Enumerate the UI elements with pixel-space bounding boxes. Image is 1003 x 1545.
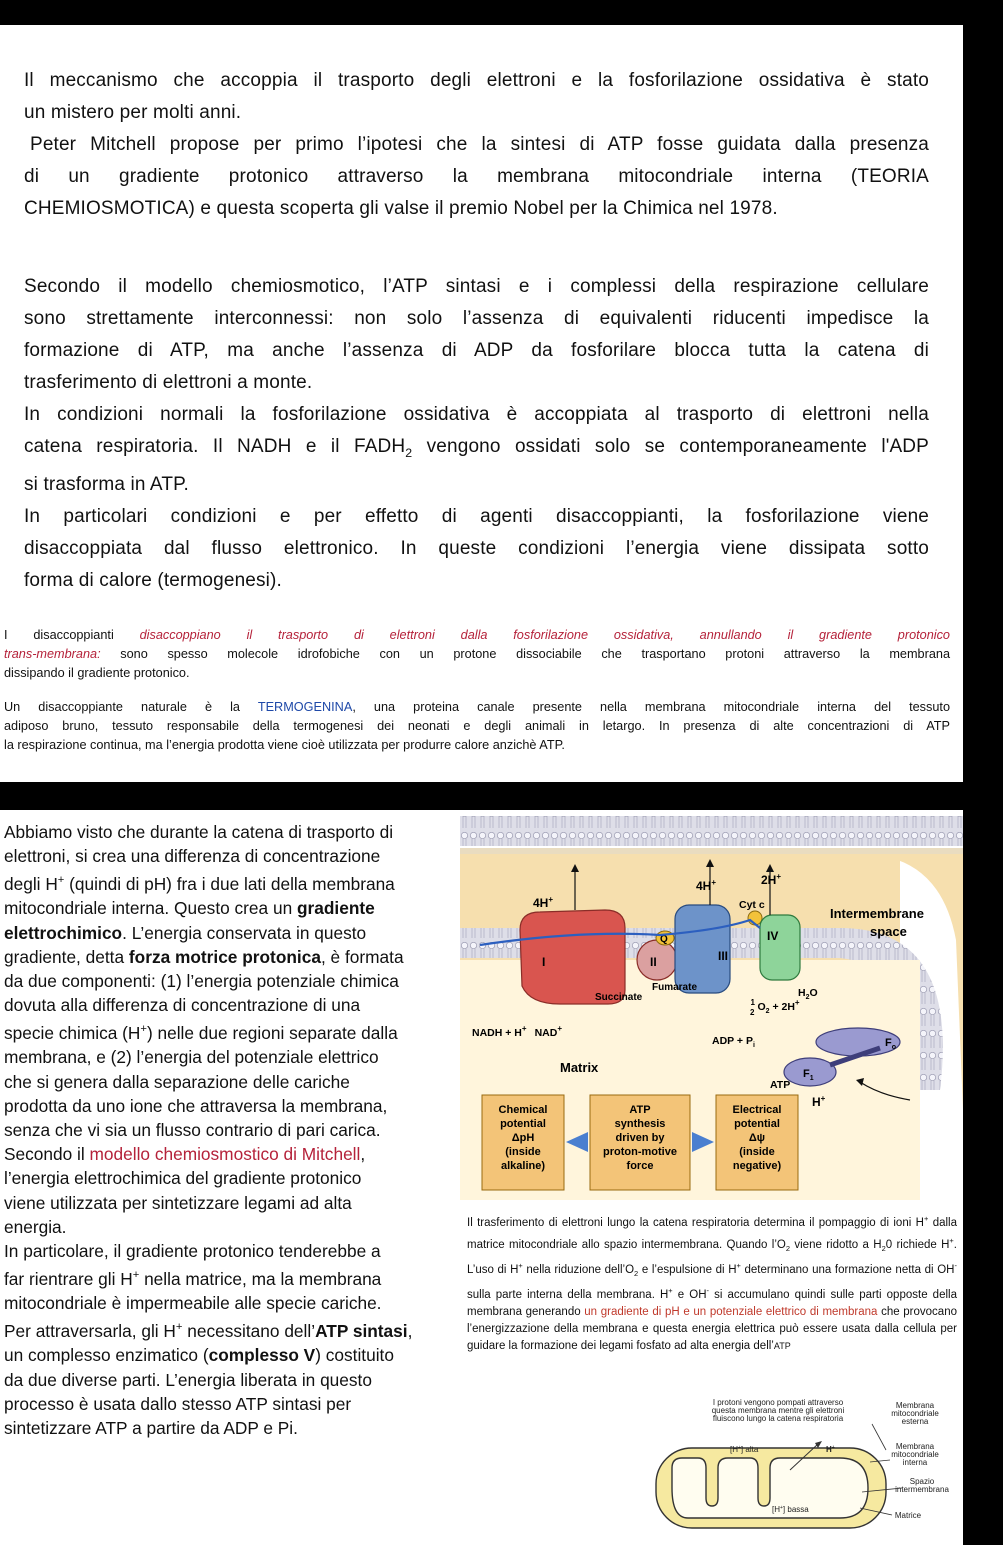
para4-sub: 2 — [405, 445, 413, 460]
left-l23: da due diverse parti. L’energia liberata in questo — [4, 1369, 372, 1390]
mini-ext3: esterna — [901, 1417, 929, 1426]
box1-l5: alkaline) — [500, 1160, 546, 1172]
complex-i-shape — [520, 910, 625, 1004]
rt-p2sub: 2 — [785, 1243, 791, 1253]
left-l9sup: + — [140, 1023, 147, 1036]
left-l3b: (quindi di pH) fra i due lati della membrana — [64, 874, 395, 895]
succinate-label: Succinate — [595, 992, 643, 1003]
para3-line2: sono strettamente interconnessi: non solo l’assenza di equivalenti riducenti impedisce la — [24, 308, 929, 329]
nadh-label: NADH + H+ NAD+ — [472, 1024, 562, 1039]
mini-spazio1: Spazio — [909, 1477, 935, 1486]
left-l5 — [4, 921, 446, 945]
rt-p2i: e OH — [672, 1288, 707, 1301]
therm-text-b: , una proteina canale presente nella membrana mitocondriale interna del tessuto — [352, 700, 950, 714]
left-l5a: elettrochimico — [4, 922, 123, 943]
rt-p2g: determinano una formazione netta di OH — [740, 1263, 955, 1276]
box1-l2: potential — [500, 1118, 546, 1130]
left-l22a: un complesso enzimatico ( — [4, 1345, 209, 1366]
f1-label: $F_1$ — [803, 1068, 814, 1082]
etc-diagram — [460, 810, 963, 1200]
left-l9a: specie chimica (H — [4, 1023, 141, 1044]
left-l3a: degli H — [4, 874, 58, 895]
left-l21a: Per attraversarla, gli H — [4, 1321, 176, 1342]
uncouplers-red2: trans-membrana: — [4, 647, 101, 661]
left-l3sup: + — [57, 874, 65, 887]
mini-int3: interna — [902, 1458, 928, 1467]
mini-alta: [H+] alta — [730, 1445, 759, 1454]
rt-p2d: . L’uso di H — [467, 1238, 957, 1276]
o2-label: $^1$ 2 $O_2 + 2H^+$ — [750, 998, 800, 1017]
rt-p2e: nella riduzione dell’O — [522, 1263, 635, 1276]
box2-l3: driven by — [615, 1132, 665, 1144]
mini-ext1: Membrana — [895, 1401, 935, 1410]
uncouplers-line3: dissipando il gradiente protonico. — [4, 666, 190, 680]
fumarate-label: Fumarate — [652, 982, 698, 993]
left-l7: da due componenti: (1) l’energia potenziale chimica — [4, 970, 399, 991]
rt-p2k: che provocano l’energizzazione della membrana e questa energia elettrica può essere usata dalla cellula per guidare la formazione dei legami fosfato ad alta energia dell’ — [467, 1305, 957, 1352]
therm-line3: la respirazione continua, ma l’energia prodotta viene cioè utilizzata per produrre calore anzichè ATP. — [4, 738, 565, 752]
left-l19a: far rientrare gli H — [4, 1268, 133, 1289]
mini-int1: Membrana — [895, 1442, 935, 1451]
h4-left: 4H+ — [533, 895, 554, 910]
cytc-label: Cyt c — [739, 899, 765, 911]
atp-diagram-label: ATP — [770, 1079, 791, 1091]
left-l12: prodotta da uno ione che attraversa la membrana, — [4, 1095, 388, 1116]
box2-l4: proton-motive — [603, 1146, 677, 1158]
mini-int2: mitocondriale — [891, 1450, 939, 1459]
matrix-label: Matrix — [560, 1060, 599, 1075]
left-l9 — [4, 1017, 446, 1045]
rt-p2l: ATP — [773, 1340, 791, 1351]
para4-line3: si trasforma in ATP. — [24, 473, 189, 495]
rt-p2b: viene ridotto a H — [790, 1238, 882, 1251]
mini-cap1: I protoni vengono pompati attraverso — [712, 1398, 844, 1407]
therm-line2: adiposo bruno, tessuto responsabile della termogenesi dei neonati e degli animali in letargo. In presenza di alte concentrazioni di ATP — [4, 719, 950, 733]
left-l22 — [4, 1343, 446, 1367]
para4-text-a: catena respiratoria. Il NADH e il FADH — [24, 436, 406, 457]
mini-cap2: questa membrana mentre gli elettroni — [711, 1406, 845, 1415]
box3-l1: Electrical — [732, 1104, 782, 1116]
rt-p2sub3: 2 — [634, 1269, 639, 1279]
left-l21c: ATP sintasi — [315, 1321, 408, 1342]
para1-line1: Il meccanismo che accoppia il trasporto degli elettroni e la fosforilazione ossidativa è stato — [24, 70, 929, 91]
left-l1: Abbiamo visto che durante la catena di trasporto di — [4, 822, 394, 842]
complex-i-label: I — [542, 955, 546, 969]
left-l21b: necessitano dell’ — [182, 1321, 316, 1342]
box1-l3: ΔpH — [511, 1132, 535, 1144]
mini-bassa: [H+] bassa — [772, 1505, 809, 1514]
box3-l2: potential — [734, 1118, 780, 1130]
left-l15: l’energia elettrochimica del gradiente protonico — [4, 1168, 362, 1189]
mini-matrice: Matrice — [894, 1511, 922, 1520]
thermogenin-note — [4, 698, 950, 755]
space-label: space — [870, 924, 907, 939]
left-l14 — [4, 1142, 446, 1166]
rt-p2h: sulla parte interna della membrana. H — [467, 1288, 669, 1301]
h4-mid: 4H+ — [696, 878, 717, 893]
left-l10: membrana, e (2) l’energia del potenziale elettrico — [4, 1047, 379, 1068]
therm-text-a: Un disaccoppiante naturale è la — [4, 700, 258, 714]
rt-p2sup6: - — [706, 1286, 710, 1296]
para4-line1: In condizioni normali la fosforilazione ossidativa è accoppiata al trasporto di elettroni nella — [24, 404, 929, 425]
complex-iv-shape — [760, 915, 800, 980]
left-l19 — [4, 1263, 446, 1291]
para3-line1: Secondo il modello chemiosmotico, l’ATP sintasi e i complessi della respirazione cellulare — [24, 276, 929, 297]
left-l20: mitocondriale è impermeabile alle specie cariche. — [4, 1293, 382, 1314]
para2-line2: di un gradiente protonico attraverso la membrana mitocondriale interna (TEORIA — [24, 166, 929, 187]
dark-margin — [963, 0, 1003, 1545]
uncouplers-red: disaccoppiano il trasporto di elettroni dalla fosforilazione ossidativa, annullando il gradiente protonico — [139, 628, 950, 642]
rt-p1: Il trasferimento di elettroni lungo la catena respiratoria determina il pompaggio di ioni H — [467, 1216, 924, 1229]
rt-p2a: Quando l’O — [726, 1238, 786, 1251]
slide-1 — [0, 25, 963, 782]
box2-l2: synthesis — [614, 1118, 666, 1130]
left-l4 — [4, 896, 446, 920]
left-l22b: complesso V — [208, 1345, 316, 1366]
left-l19sup: + — [132, 1269, 140, 1282]
rt-p2sup3: + — [736, 1260, 741, 1270]
para3-line4: trasferimento di elettroni a monte. — [24, 372, 313, 393]
rt-p2f: e l’espulsione di H — [638, 1263, 737, 1276]
para5-line1: In particolari condizioni e per effetto di agenti disaccoppianti, la fosforilazione viene — [24, 505, 929, 527]
complex-ii-label: II — [650, 955, 657, 969]
left-l4b: gradiente — [296, 898, 375, 919]
mini-spazio2: intermembrana — [895, 1485, 949, 1494]
box3-l5: negative) — [732, 1160, 782, 1172]
rt-p1sup: + — [923, 1214, 929, 1223]
uncouplers-line2 — [4, 645, 950, 664]
mito-mini-diagram — [640, 1388, 963, 1545]
para4-line2 — [24, 431, 929, 469]
slide-2 — [0, 810, 963, 1545]
para4-text-b: vengono ossidati solo se contemporaneamente l'ADP — [412, 436, 929, 457]
rt-p2sup2: + — [518, 1260, 523, 1270]
mini-ext2: mitocondriale — [891, 1409, 939, 1418]
uncouplers-text-a: I disaccoppianti — [4, 628, 140, 642]
uncouplers-note — [4, 626, 950, 683]
box1-l1: Chemical — [498, 1104, 548, 1116]
hplus-diagram: H+ — [812, 1094, 826, 1109]
left-l19b: nella matrice, ma la membrana — [139, 1268, 382, 1289]
left-l8: dovuta alla differenza di concentrazione di una — [4, 995, 361, 1016]
para3-line3: formazione di ATP, ma anche l’assenza di ADP da fosforilare blocca tutta la catena di — [24, 340, 929, 361]
para5-line2: disaccoppiata dal flusso elettronico. In queste condizioni l’energia viene dissipata sotto — [24, 537, 929, 559]
mini-cap3: fluiscono lungo la catena respiratoria — [712, 1414, 844, 1423]
h2o-label: $H_2O$ — [798, 987, 818, 1001]
left-l6 — [4, 945, 446, 969]
rt-p2j: si accumulano quindi sulle parti opposte della membrana generando — [467, 1288, 957, 1318]
intermembrane-label: Intermembrane — [830, 906, 924, 921]
left-l25: sintetizzare ATP a partire da ADP e Pi. — [4, 1417, 298, 1438]
therm-line1 — [4, 698, 950, 717]
complex-iv-label: IV — [767, 929, 779, 943]
left-l6b: forza motrice protonica — [128, 946, 321, 967]
complex-ii-shape — [637, 940, 677, 980]
box3-l3: Δψ — [748, 1132, 766, 1144]
left-l14c: , — [360, 1144, 366, 1165]
left-l13: senza che vi sia un flusso contrario di pari carica. — [4, 1119, 381, 1140]
left-l22c: ) costituito — [315, 1345, 394, 1366]
left-l16: viene utilizzata per sintetizzare legami ad alta — [4, 1192, 352, 1213]
left-l2: elettroni, si crea una differenza di concentrazione — [4, 846, 381, 867]
para1-line2: un mistero per molti anni. — [24, 102, 242, 123]
box2-l1: ATP — [629, 1104, 651, 1116]
inner-membrane-shape — [672, 1458, 868, 1518]
q-label: Q — [660, 934, 668, 945]
therm-highlight: TERMOGENINA — [257, 700, 353, 714]
left-l3 — [4, 868, 446, 896]
fo-label: $F_o$ — [885, 1037, 897, 1051]
left-l6a: gradiente, detta — [4, 946, 129, 967]
mini-hplus: H+ — [826, 1445, 835, 1454]
box2-l5: force — [626, 1160, 654, 1172]
adp-label: ADP + $P_i$ — [712, 1035, 755, 1049]
box3-l4: (inside — [739, 1146, 775, 1158]
rt-p2sub2: 2 — [881, 1243, 886, 1253]
left-l21d: , — [407, 1321, 413, 1342]
left-column — [4, 820, 446, 1440]
left-l5b: . L’energia conservata in questo — [122, 922, 367, 943]
para2-line1: Peter Mitchell propose per primo l’ipotesi che la sintesi di ATP fosse guidata dalla presenza — [30, 134, 929, 155]
left-l21 — [4, 1315, 446, 1343]
rt-p2c: 0 richiede H — [885, 1238, 950, 1251]
left-l6c: , è formata — [320, 946, 404, 967]
uncouplers-line1 — [4, 626, 950, 645]
left-l14a: Secondo il — [4, 1144, 90, 1165]
intro-paragraphs — [24, 65, 929, 225]
left-l18: In particolare, il gradiente protonico tenderebbe a — [4, 1240, 381, 1261]
para2-line3: CHEMIOSMOTICA) e questa scoperta gli valse il premio Nobel per la Chimica nel 1978. — [24, 198, 778, 219]
box1-l4: (inside — [505, 1146, 541, 1158]
left-l11: che si genera dalla separazione delle cariche — [4, 1071, 350, 1092]
rt-p2sup5: + — [668, 1286, 673, 1296]
complex-iii-label: III — [718, 949, 729, 963]
rt-red: un gradiente di pH e un potenziale elettrico di membrana — [584, 1305, 878, 1318]
chemiosmotic-paragraphs — [24, 271, 929, 597]
left-l21sup: + — [175, 1321, 183, 1334]
uncouplers-text-b: sono spesso molecole idrofobiche con un protone dissociabile che trasportano protoni attraverso la membrana — [100, 647, 950, 661]
left-l4a: mitocondriale interna. Questo crea un — [4, 898, 297, 919]
rt-p2sup4: - — [954, 1260, 957, 1270]
left-l17: energia. — [4, 1216, 67, 1237]
para5-line3: forma di calore (termogenesi). — [24, 569, 282, 591]
left-l9b: ) nelle due regioni separate dalla — [146, 1023, 398, 1044]
left-l14b: modello chemiosmostico di Mitchell — [89, 1144, 361, 1165]
h2-right: 2H+ — [761, 872, 782, 887]
left-l24: processo è usata dallo stesso ATP sintasi per — [4, 1393, 352, 1414]
right-description — [467, 1210, 957, 1355]
rt-p2sup: + — [949, 1235, 954, 1245]
rt-p1b: dalla matrice mitocondriale allo spazio intermembrana. — [467, 1216, 957, 1251]
